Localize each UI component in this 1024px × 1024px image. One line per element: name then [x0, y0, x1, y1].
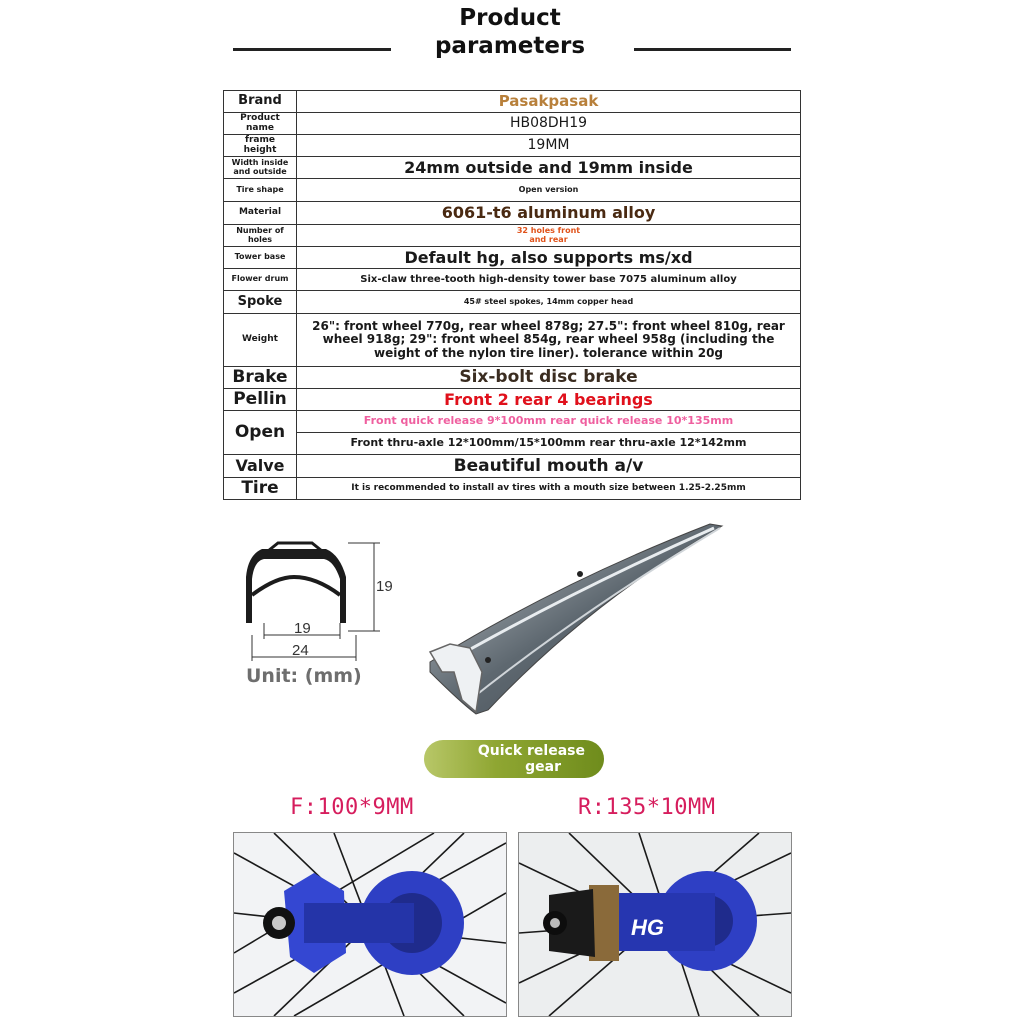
row-tire	[224, 478, 801, 500]
rim-hole	[577, 571, 583, 577]
rim-section-image	[410, 522, 730, 722]
row-tire-shape	[224, 179, 801, 202]
value-holes-cell	[297, 225, 801, 247]
row-width	[224, 157, 801, 179]
value-holes: 32 holes front and rear	[516, 225, 581, 244]
outer-width-label: 24	[292, 642, 309, 659]
row-product-name	[224, 113, 801, 135]
value-material: 6061-t6 aluminum alloy	[297, 202, 801, 225]
row-weight	[224, 314, 801, 367]
rim-profile-outline	[246, 549, 346, 623]
label-frame-height: frame height	[224, 135, 297, 157]
label-flower-drum: Flower drum	[224, 269, 297, 291]
value-weight: 26": front wheel 770g, rear wheel 878g; 27.5": front wheel 810g, rear wheel 918g; 29": front wheel 854g, rear wheel 958g (including the weight of the nylon tire liner). tolerance within 20g	[297, 314, 801, 367]
value-tire: It is recommended to install av tires with a mouth size between 1.25-2.25mm	[297, 478, 801, 500]
unit-label: Unit: (mm)	[246, 665, 362, 687]
row-valve	[224, 455, 801, 478]
value-valve: Beautiful mouth a/v	[297, 455, 801, 478]
front-hub-image	[234, 833, 506, 1016]
title-right-rule	[634, 48, 791, 51]
row-brand	[224, 91, 801, 113]
badge-line-2: gear	[525, 759, 561, 775]
label-spoke: Spoke	[224, 291, 297, 314]
title-line-1: Product	[459, 5, 561, 31]
rim-profile-bridge	[252, 577, 340, 595]
row-spoke	[224, 291, 801, 314]
rim-profile-diagram	[236, 535, 406, 667]
label-tower-base: Tower base	[224, 247, 297, 269]
quick-release-badge-text	[455, 743, 585, 775]
row-open-1	[224, 411, 801, 433]
title-left-rule	[233, 48, 391, 51]
value-spoke: 45# steel spokes, 14mm copper head	[297, 291, 801, 314]
row-frame-height	[224, 135, 801, 157]
label-product-name: Product name	[224, 113, 297, 135]
row-material	[224, 202, 801, 225]
label-tire: Tire	[224, 478, 297, 500]
row-holes	[224, 225, 801, 247]
row-brake	[224, 367, 801, 389]
value-width: 24mm outside and 19mm inside	[297, 157, 801, 179]
row-tower-base	[224, 247, 801, 269]
row-flower-drum	[224, 269, 801, 291]
rear-axle-label: R:135*10MM	[578, 795, 716, 820]
value-frame-height: 19MM	[297, 135, 801, 157]
rear-hub-image	[519, 833, 791, 1016]
label-brand: Brand	[224, 91, 297, 113]
label-weight: Weight	[224, 314, 297, 367]
hub-body	[304, 903, 414, 943]
value-brake: Six-bolt disc brake	[297, 367, 801, 389]
label-tire-shape: Tire shape	[224, 179, 297, 202]
value-flower-drum: Six-claw three-tooth high-density tower base 7075 aluminum alloy	[297, 269, 801, 291]
rim-hole	[485, 657, 491, 663]
label-material: Material	[224, 202, 297, 225]
value-open-2: Front thru-axle 12*100mm/15*100mm rear thru-axle 12*142mm	[297, 433, 801, 455]
value-open-1: Front quick release 9*100mm rear quick release 10*135mm	[297, 411, 801, 433]
label-holes: Number of holes	[224, 225, 297, 247]
page-title	[400, 4, 620, 60]
hub-body	[615, 893, 715, 951]
value-brand: Pasakpasak	[297, 91, 801, 113]
label-width: Width inside and outside	[224, 157, 297, 179]
inner-width-label: 19	[294, 620, 311, 637]
row-open-2	[224, 433, 801, 455]
label-brake: Brake	[224, 367, 297, 389]
title-line-2: parameters	[434, 33, 586, 59]
badge-line-1: Quick release	[477, 743, 585, 759]
label-valve: Valve	[224, 455, 297, 478]
value-pellin: Front 2 rear 4 bearings	[297, 389, 801, 411]
height-label: 19	[376, 578, 393, 595]
front-axle-label: F:100*9MM	[290, 795, 414, 820]
hub-logo-text: HG	[631, 915, 664, 940]
rear-hub-photo	[518, 832, 792, 1017]
label-pellin: Pellin	[224, 389, 297, 411]
value-tire-shape: Open version	[297, 179, 801, 202]
row-pellin	[224, 389, 801, 411]
parameters-table	[223, 90, 801, 500]
value-tower-base: Default hg, also supports ms/xd	[297, 247, 801, 269]
front-hub-photo	[233, 832, 507, 1017]
label-open: Open	[224, 411, 297, 455]
value-product-name: HB08DH19	[297, 113, 801, 135]
